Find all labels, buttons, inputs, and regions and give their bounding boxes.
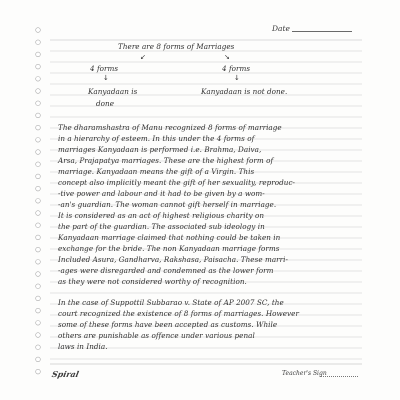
spiral-hole: [36, 308, 41, 313]
spiral-hole: [36, 284, 41, 289]
teacher-sign-line: [320, 376, 358, 377]
tree-root-text: There are 8 forms of Marriages: [118, 42, 235, 51]
spiral-hole: [36, 174, 41, 179]
spiral-hole: [36, 333, 41, 338]
tree-right-leaf: Kanyadaan is not done.: [201, 87, 288, 96]
spiral-hole: [36, 125, 41, 130]
spiral-hole: [36, 138, 41, 143]
paragraph-2-line: laws in India.: [58, 342, 108, 351]
tree-right-branch: 4 forms: [222, 64, 251, 73]
paragraph-1-line: Kanyadaan marriage claimed that nothing could be taken in: [58, 233, 281, 242]
spiral-hole: [36, 186, 41, 191]
spiral-hole: [36, 77, 41, 82]
spiral-hole: [36, 321, 41, 326]
date-label: Date: [272, 24, 290, 33]
spiral-hole: [36, 64, 41, 69]
tree-left-leaf-line1: Kanyadaan is: [88, 87, 138, 96]
spiral-hole: [36, 199, 41, 204]
notebook-brand: Spiral: [50, 369, 80, 379]
spiral-hole: [36, 345, 41, 350]
paragraph-1-line: exchange for the bride. The non Kanyadaan marriage forms: [58, 244, 280, 253]
teacher-sign-label: Teacher's Sign: [282, 370, 327, 377]
paragraph-1-line: marriage. Kanyadaan means the gift of a Virgin. This: [58, 167, 255, 176]
tree-right-arrow: ↘: [224, 53, 230, 61]
spiral-hole: [36, 235, 41, 240]
paragraph-2-line: others are punishable as offence under various penal: [58, 331, 255, 340]
date-line: [292, 31, 352, 32]
tree-left-leaf-line2: done: [96, 99, 115, 108]
spiral-hole: [36, 28, 41, 33]
spiral-hole: [36, 113, 41, 118]
tree-left-arrow: ↙: [140, 53, 146, 61]
spiral-hole: [36, 247, 41, 252]
paragraph-2-line: In the case of Suppottil Subbarao v. State of AP 2007 SC, the: [58, 298, 284, 307]
paragraph-1-line: Included Asura, Gandharva, Rakshasa, Paisacha. These marri-: [58, 255, 288, 264]
spiral-hole: [36, 211, 41, 216]
paragraph-1-line: -an's guardian. The woman cannot gift herself in marriage.: [58, 200, 277, 209]
paragraph-1-line: Arsa, Prajapatya marriages. These are the highest form of: [58, 156, 274, 165]
spiral-hole: [36, 150, 41, 155]
paragraph-1-line: marriages Kanyadaan is performed i.e. Brahma, Daiva,: [58, 145, 262, 154]
paragraph-1-line: The dharamshastra of Manu recognized 8 forms of marriage: [58, 123, 282, 132]
spiral-hole: [36, 260, 41, 265]
tree-right-down-arrow: ↓: [234, 74, 240, 82]
spiral-hole: [36, 89, 41, 94]
paragraph-1-line: It is considered as an act of highest religious charity on: [58, 211, 265, 220]
spiral-hole: [36, 357, 41, 362]
tree-left-down-arrow: ↓: [103, 74, 109, 82]
paragraph-1-line: -tive power and labour and it had to be given by a wom-: [58, 189, 265, 198]
spiral-hole: [36, 52, 41, 57]
tree-left-branch: 4 forms: [90, 64, 119, 73]
paragraph-1-line: the part of the guardian. The associated sub ideology in: [58, 222, 265, 231]
spiral-hole: [36, 223, 41, 228]
spiral-hole: [36, 40, 41, 45]
spiral-hole: [36, 369, 41, 374]
spiral-hole: [36, 296, 41, 301]
spiral-hole: [36, 272, 41, 277]
paragraph-1-line: as they were not considered worthy of recognition.: [58, 277, 247, 286]
spiral-hole: [36, 162, 41, 167]
paragraph-1-line: in a hierarchy of esteem. In this under the 4 forms of: [58, 134, 255, 143]
spiral-hole: [36, 101, 41, 106]
paragraph-2-line: court recognized the existence of 8 forms of marriages. However: [58, 309, 299, 318]
paragraph-2-line: some of these forms have been accepted as customs. While: [58, 320, 278, 329]
paragraph-1-line: concept also implicitly meant the gift of her sexuality, reproduc-: [58, 178, 296, 187]
paragraph-1-line: -ages were disregarded and condemned as the lower form: [58, 266, 274, 275]
